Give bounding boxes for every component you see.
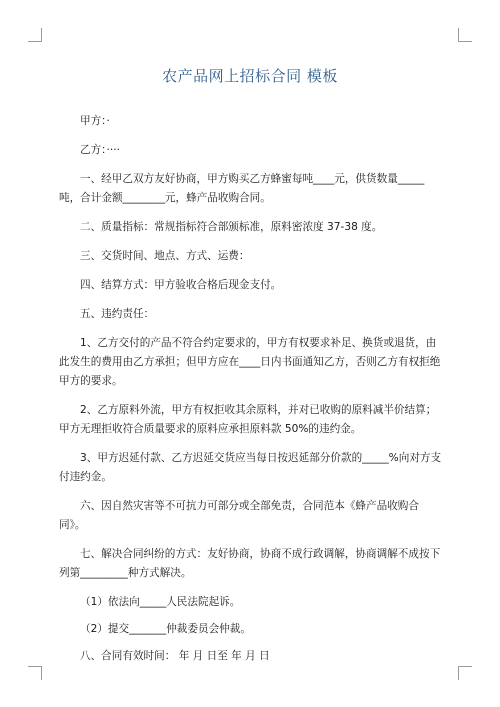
clause-8: 八、合同有效时间： 年 月 日至 年 月 日 (80, 650, 270, 662)
clause-4: 四、结算方式：甲方验收合格后现金支付。 (80, 279, 282, 291)
document-title: 农产品网上招标合同 模板 (162, 67, 338, 85)
clause-3: 三、交货时间、地点、方式、运费： (80, 250, 250, 262)
crop-mark-top-left (28, 28, 42, 42)
party-b-line: 乙方：···· (80, 144, 120, 156)
clause-5-item-1: 1、乙方交付的产品不符合约定要求的，甲方有权要求补足、换货或退货，由此发生的费用由乙方承担；但甲方应在____日内书面通知乙方，否则乙方有权拒绝甲方的要求。 (59, 337, 441, 387)
clause-5: 五、违约责任： (80, 308, 155, 320)
clause-5-item-2: 2、乙方原料外流，甲方有权拒收其余原料，并对已收购的原料减半价结算；甲方无理拒收符合质量要求的原料应承担原料款 50%的违约金。 (59, 404, 437, 435)
clause-7-option-1: （1）依法向_____人民法院起诉。 (80, 596, 241, 608)
clause-2: 二、质量指标：常规指标符合部颁标准，原料密浓度 37-38 度。 (80, 221, 383, 233)
crop-mark-bottom-right (458, 666, 472, 680)
clause-7-option-2: （2）提交_______仲裁委员会仲裁。 (80, 623, 251, 635)
document-body (59, 112, 443, 676)
party-a-line: 甲方：· (80, 115, 110, 127)
crop-mark-top-right (458, 28, 472, 42)
clause-5-item-3: 3、甲方迟延付款、乙方迟延交货应当每日按迟延部分价款的_____%向对方支付违约金。 (59, 452, 442, 483)
crop-mark-bottom-left (28, 666, 42, 680)
clause-6: 六、因自然灾害等不可抗力可部分或全部免责，合同范本《蜂产品收购合同》。 (59, 500, 419, 531)
clause-1: 一、经甲乙双方友好协商，甲方购买乙方蜂蜜每吨____元，供货数量_____吨，合计金额________元，蜂产品收购合同。 (59, 173, 425, 204)
clause-7: 七、解决合同纠纷的方式：友好协商，协商不成行政调解，协商调解不成按下列第_________种方式解决。 (59, 548, 441, 579)
